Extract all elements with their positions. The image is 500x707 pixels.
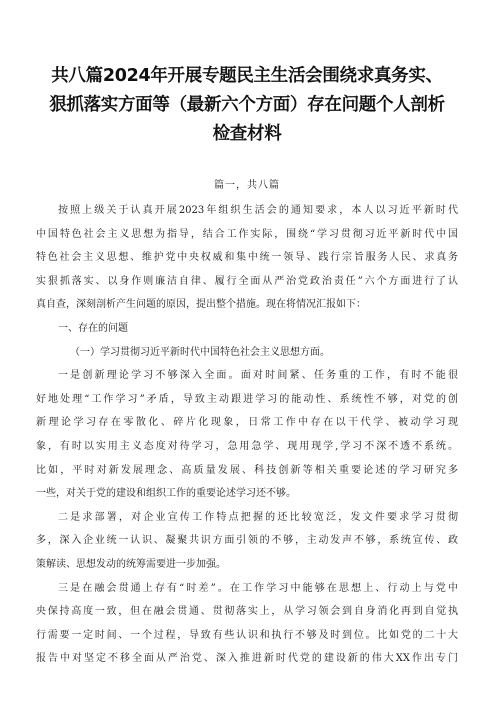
body-line: 央保持高度一致，但在融会贯通、贯彻落实上，从学习领会到自身消化再到自觉执 [36, 606, 458, 618]
document-body [36, 199, 458, 671]
body-line: 按照上级关于认真开展2023年组织生活会的通知要求，本人以习近平新时代 [58, 205, 458, 216]
section-heading: 一、存在的问题 [58, 322, 128, 334]
body-line: 多，深入企业统一认识、凝聚共识方面引领的不够，主动发声不够，系统宣传、政 [36, 535, 458, 547]
body-line: 特色社会主义思想、维护党中央权威和集中统一领导、践行宗旨服务人民、求真务 [36, 252, 458, 264]
body-line: 行需要一定时间、一个过程，导致有些认识和执行不够及时到位。比如党的二十大 [36, 629, 458, 641]
body-line: 真自查，深刻剖析产生问题的原因，提出整个措施。现在将情况汇报如下： [36, 299, 366, 311]
body-line: 比如，平时对新发展理念、高质量发展、科技创新等相关重要论述的学习研究多 [36, 464, 458, 476]
document-title [36, 0, 458, 149]
body-line: 报告中对坚定不移全面从严治党、深入推进新时代党的建设新的伟大XX作出专门 [36, 653, 458, 665]
body-line: 象，有时以实用主义态度对待学习，急用急学、现用现学,学习不深不透不系统。 [36, 440, 458, 452]
body-line: 二是求部署，对企业宣传工作特点把握的还比较宽泛，发文件要求学习贯彻 [58, 511, 458, 523]
title-line: 检查材料 [212, 124, 282, 144]
body-line: 中国特色社会主义思想为指导，结合工作实际，围绕“学习贯彻习近平新时代中国 [36, 228, 458, 240]
body-line: 一些，对关于党的建设和组织工作的重要论述学习还不够。 [36, 488, 296, 500]
body-line: 好地处理“工作学习”矛盾，导致主动跟进学习的能动性、系统性不够，对党的创 [36, 393, 458, 405]
body-line: 三是在融会贯通上存有“时差”。在工作学习中能够在思想上、行动上与党中 [58, 582, 458, 594]
body-line: 一是创新理论学习不够深入全面。面对时间紧、任务重的工作，有时不能很 [58, 370, 458, 382]
subsection-heading: （一）学习贯彻习近平新时代中国特色社会主义思想方面。 [70, 346, 330, 358]
body-line: 新理论学习存在零散化、碎片化现象，日常工作中存在以干代学、被动学习现 [36, 417, 458, 429]
section-subtitle: 篇一，共八篇 [214, 180, 280, 191]
body-line: 策解读、思想发动的统筹需要进一步加强。 [36, 558, 226, 570]
body-line: 实狠抓落实、以身作则廉洁自律、履行全面从严治党政治责任”六个方面进行了认 [36, 275, 458, 287]
title-line: 共八篇2024年开展专题民主生活会围绕求真务实、 [51, 66, 443, 86]
title-line: 狠抓落实方面等（最新六个方面）存在问题个人剖析 [49, 95, 445, 115]
